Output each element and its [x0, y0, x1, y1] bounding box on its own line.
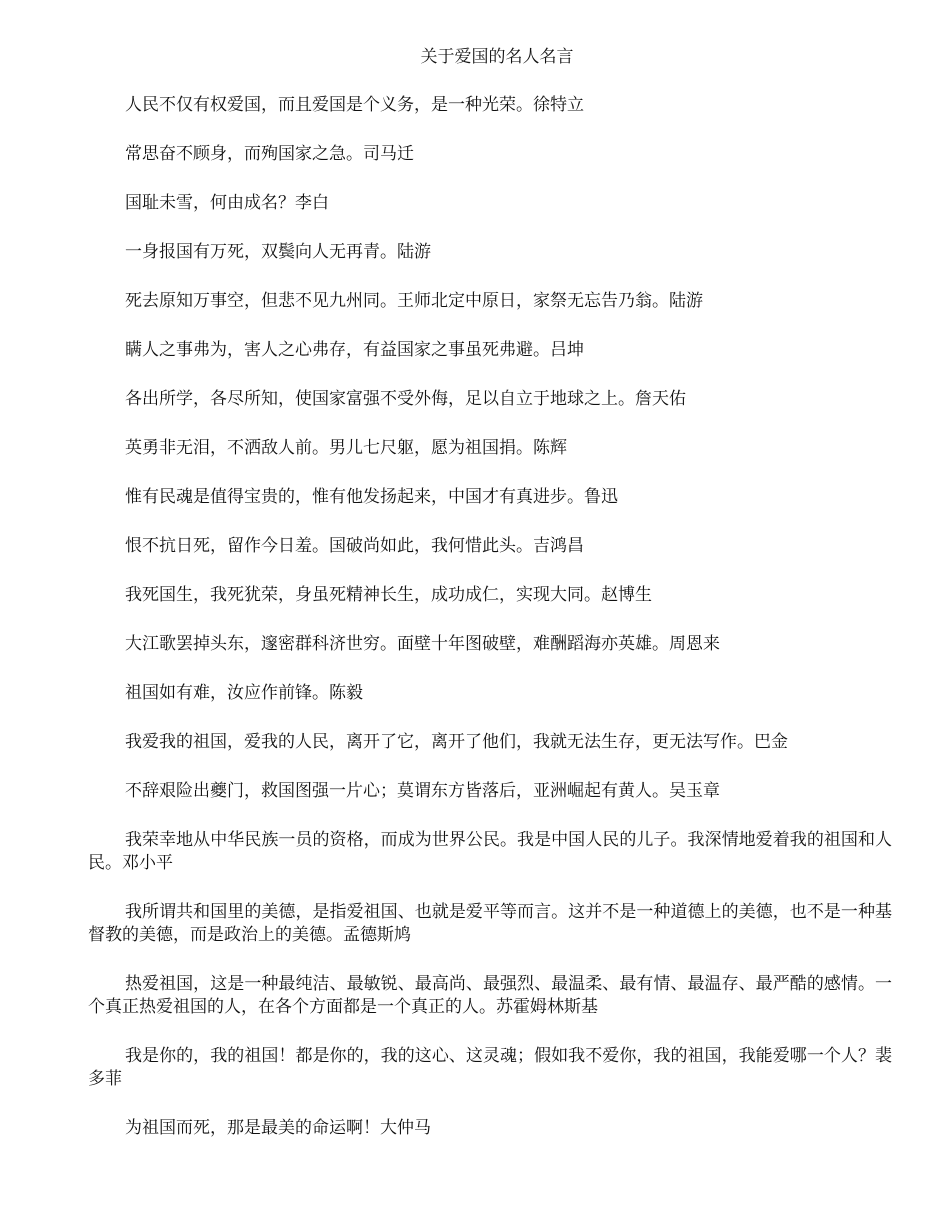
quote-list: [88, 94, 892, 1166]
quote-paragraph: 人民不仅有权爱国，而且爱国是个义务，是一种光荣。徐特立: [125, 95, 584, 115]
quote-paragraph: 我荣幸地从中华民族一员的资格，而成为世界公民。我是中国人民的儿子。我深情地爱着我的祖国和人民。邓小平: [88, 830, 892, 873]
quote-paragraph: 不辞艰险出夔门，救国图强一片心；莫谓东方皆落后，亚洲崛起有黄人。吴玉章: [125, 781, 720, 801]
quote-paragraph: 各出所学，各尽所知，使国家富强不受外侮，足以自立于地球之上。詹天佑: [125, 389, 686, 409]
quote-paragraph: 恨不抗日死，留作今日羞。国破尚如此，我何惜此头。吉鸿昌: [125, 536, 584, 556]
quote-paragraph: 为祖国而死，那是最美的命运啊！大仲马: [125, 1118, 431, 1138]
quote-paragraph: 我死国生，我死犹荣，身虽死精神长生，成功成仁，实现大同。赵博生: [125, 585, 652, 605]
quote-paragraph: 英勇非无泪，不洒敌人前。男儿七尺躯，愿为祖国捐。陈辉: [125, 438, 567, 458]
quote-paragraph: 我所谓共和国里的美德，是指爱祖国、也就是爱平等而言。这并不是一种道德上的美德，也不是一种基督教的美德，而是政治上的美德。孟德斯鸠: [88, 902, 892, 945]
quote-paragraph: 常思奋不顾身，而殉国家之急。司马迁: [125, 144, 414, 164]
document-title: 关于爱国的名人名言: [420, 47, 574, 67]
quote-paragraph: 热爱祖国，这是一种最纯洁、最敏锐、最高尚、最强烈、最温柔、最有情、最温存、最严酷的感情。一个真正热爱祖国的人，在各个方面都是一个真正的人。苏霍姆林斯基: [88, 974, 892, 1017]
quote-paragraph: 祖国如有难，汝应作前锋。陈毅: [125, 683, 363, 703]
quote-paragraph: 死去原知万事空，但悲不见九州同。王师北定中原日，家祭无忘告乃翁。陆游: [125, 291, 703, 311]
quote-paragraph: 瞒人之事弗为，害人之心弗存，有益国家之事虽死弗避。吕坤: [125, 340, 584, 360]
quote-paragraph: 我爱我的祖国，爱我的人民，离开了它，离开了他们，我就无法生存，更无法写作。巴金: [125, 732, 788, 752]
quote-paragraph: 大江歌罢掉头东，邃密群科济世穷。面壁十年图破壁，难酬蹈海亦英雄。周恩来: [125, 634, 720, 654]
quote-paragraph: 一身报国有万死，双鬓向人无再青。陆游: [125, 242, 431, 262]
quote-paragraph: 我是你的，我的祖国！都是你的，我的这心、这灵魂；假如我不爱你，我的祖国，我能爱哪一个人？裴多菲: [88, 1046, 892, 1089]
quote-paragraph: 惟有民魂是值得宝贵的，惟有他发扬起来，中国才有真进步。鲁迅: [125, 487, 618, 507]
quote-paragraph: 国耻未雪，何由成名？李白: [125, 193, 329, 213]
